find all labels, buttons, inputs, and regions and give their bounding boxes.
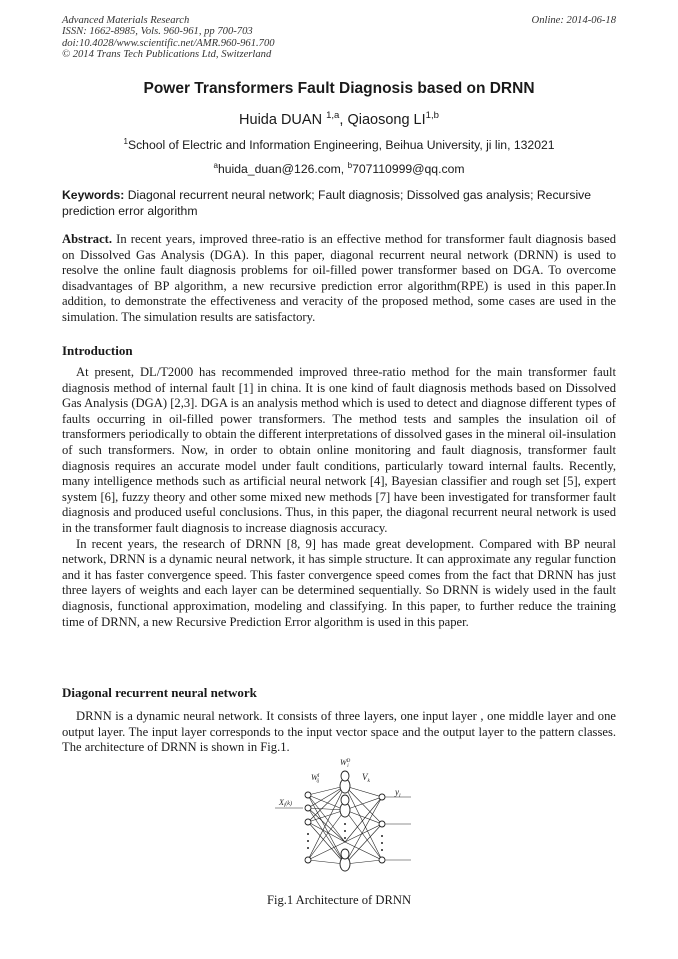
output-node	[379, 794, 385, 800]
author-emails	[62, 162, 616, 176]
input-node	[305, 805, 311, 811]
hidden-self-loop	[341, 795, 349, 805]
online-date: Online: 2014-06-18	[531, 15, 616, 26]
introduction-body	[62, 365, 616, 630]
abstract-text: In recent years, improved three-ratio is an effective method for transformer fault diagnosis based on Dissolved Gas Analysis (DGA). In this paper, diagonal recurrent neural network (DRNN) is used to resolve the online fault diagnosis problems for oil-filled power transformer based on DGA. To overcome disadvantages of BP algorithm, a new recursive prediction error algorithm(RPE) is used in this paper.In addition, to demonstrate the effectiveness and veracity of the proposed method, some cases are used in the simulation. The simulation results are satisfactory.	[62, 232, 616, 324]
figure-caption: Fig.1 Architecture of DRNN	[266, 893, 412, 907]
drnn-architecture-figure	[265, 752, 425, 882]
section-heading-introduction: Introduction	[62, 343, 133, 358]
label-wd: $W^D$ i	[340, 758, 351, 769]
email-link[interactable]: 707110999@qq.com	[352, 162, 465, 176]
issn-line: ISSN: 1662-8985, Vols. 960-961, pp 700-703	[62, 26, 253, 38]
author-affil-sup: 1,a	[326, 110, 340, 122]
author-separator: ,	[339, 112, 348, 128]
paragraph: At present, DL/T2000 has recommended improved three-ratio method for the main transformer fault diagnosis method of internal fault [1] in china. It is one kind of fault diagnosis methods based on Dissolved Gas Analysis (DGA) [2,3]. DGA is an analysis method which is used to detect and diagnose different types of faults occurring in oil-filled power transformers. The method tests and samples the insulation oil of transformers periodically to obtain the different interpretations of dissolved gases in the mineral oil-insulation of such transformers. Now, in order to obtain online monitoring and fault diagnosis, transformer fault diagnosis requires an accurate model under fault conditions, particularly toward internal faults. Recently, many intelligence methods such as artificial neural network [4], Bayesian classifier and rough set [5], expert system [6], fuzzy theory and other some mixed new methods [7] have been investigated for transformer fault diagnosis and produced useful conclusions. Thus, in this paper, the diagonal recurrent neural network is used in the transformer fault diagnosis to increase diagnosis accuracy.	[62, 365, 616, 535]
paper-title: Power Transformers Fault Diagnosis based on DRNN	[143, 80, 535, 97]
label-vk: $V_k$	[362, 772, 370, 784]
affiliation-text: School of Electric and Information Engineering, Beihua University, ji lin, 132021	[127, 138, 555, 152]
output-node	[379, 857, 385, 863]
journal-name: Advanced Materials Research	[62, 15, 190, 26]
drnn-body	[62, 709, 616, 756]
input-node	[305, 792, 311, 798]
author-list	[62, 112, 616, 128]
affiliation	[62, 138, 616, 152]
section-heading-drnn: Diagonal recurrent neural network	[62, 685, 257, 700]
label-wi: $W^I$ ij	[311, 773, 320, 784]
hidden-self-loop	[341, 771, 349, 781]
email-link[interactable]: huida_duan@126.com,	[217, 162, 348, 176]
hidden-self-loop	[341, 849, 349, 859]
input-node	[305, 857, 311, 863]
keywords-label: Keywords:	[62, 188, 125, 202]
paragraph: In recent years, the research of DRNN [8, 9] has made great development. Compared with BP neural network, DRNN is a dynamic neural network, it has simple structure. It can approximate any regular function and it has faster convergence speed. This faster convergence speed comes from the fact that DRNN has just three layers of weights and each layer can be determined sequentially. So DRNN is widely used in the fault diagnosis, functional approximation, modeling and classifying. In this paper, to further reduce the training time of DRNN, a new Recursive Prediction Error algorithm is used in this paper.	[62, 536, 616, 629]
copyright-line: © 2014 Trans Tech Publications Ltd, Switzerland	[62, 49, 272, 61]
ellipsis-dots	[307, 823, 383, 851]
network-nodes	[305, 771, 385, 871]
input-node	[305, 819, 311, 825]
figure-labels	[278, 758, 401, 809]
author-name: Huida DUAN	[239, 112, 327, 128]
affiliation-sup: 1	[123, 136, 128, 146]
abstract-label: Abstract.	[62, 232, 113, 246]
label-y: $y_l$	[395, 787, 401, 799]
label-x: $X_i^{(k)}$	[279, 798, 292, 809]
email-sup: b	[347, 160, 353, 170]
paragraph: DRNN is a dynamic neural network. It consists of three layers, one input layer , one middle layer and one output layer. The input layer corresponds to the input vector space and the output layer to the pattern classes. The architecture of DRNN is shown in Fig.1.	[62, 709, 616, 755]
email-sup: a	[213, 160, 218, 170]
output-node	[379, 821, 385, 827]
abstract	[62, 232, 616, 326]
keywords-text: Diagonal recurrent neural network; Fault diagnosis; Dissolved gas analysis; Recursive prediction error algorithm	[62, 188, 592, 218]
keywords	[62, 188, 616, 219]
journal-header	[62, 15, 275, 61]
author-affil-sup: 1,b	[425, 110, 439, 122]
doi-line: doi:10.4028/www.scientific.net/AMR.960-961.700	[62, 37, 275, 49]
author-name: Qiaosong LI	[347, 112, 426, 128]
